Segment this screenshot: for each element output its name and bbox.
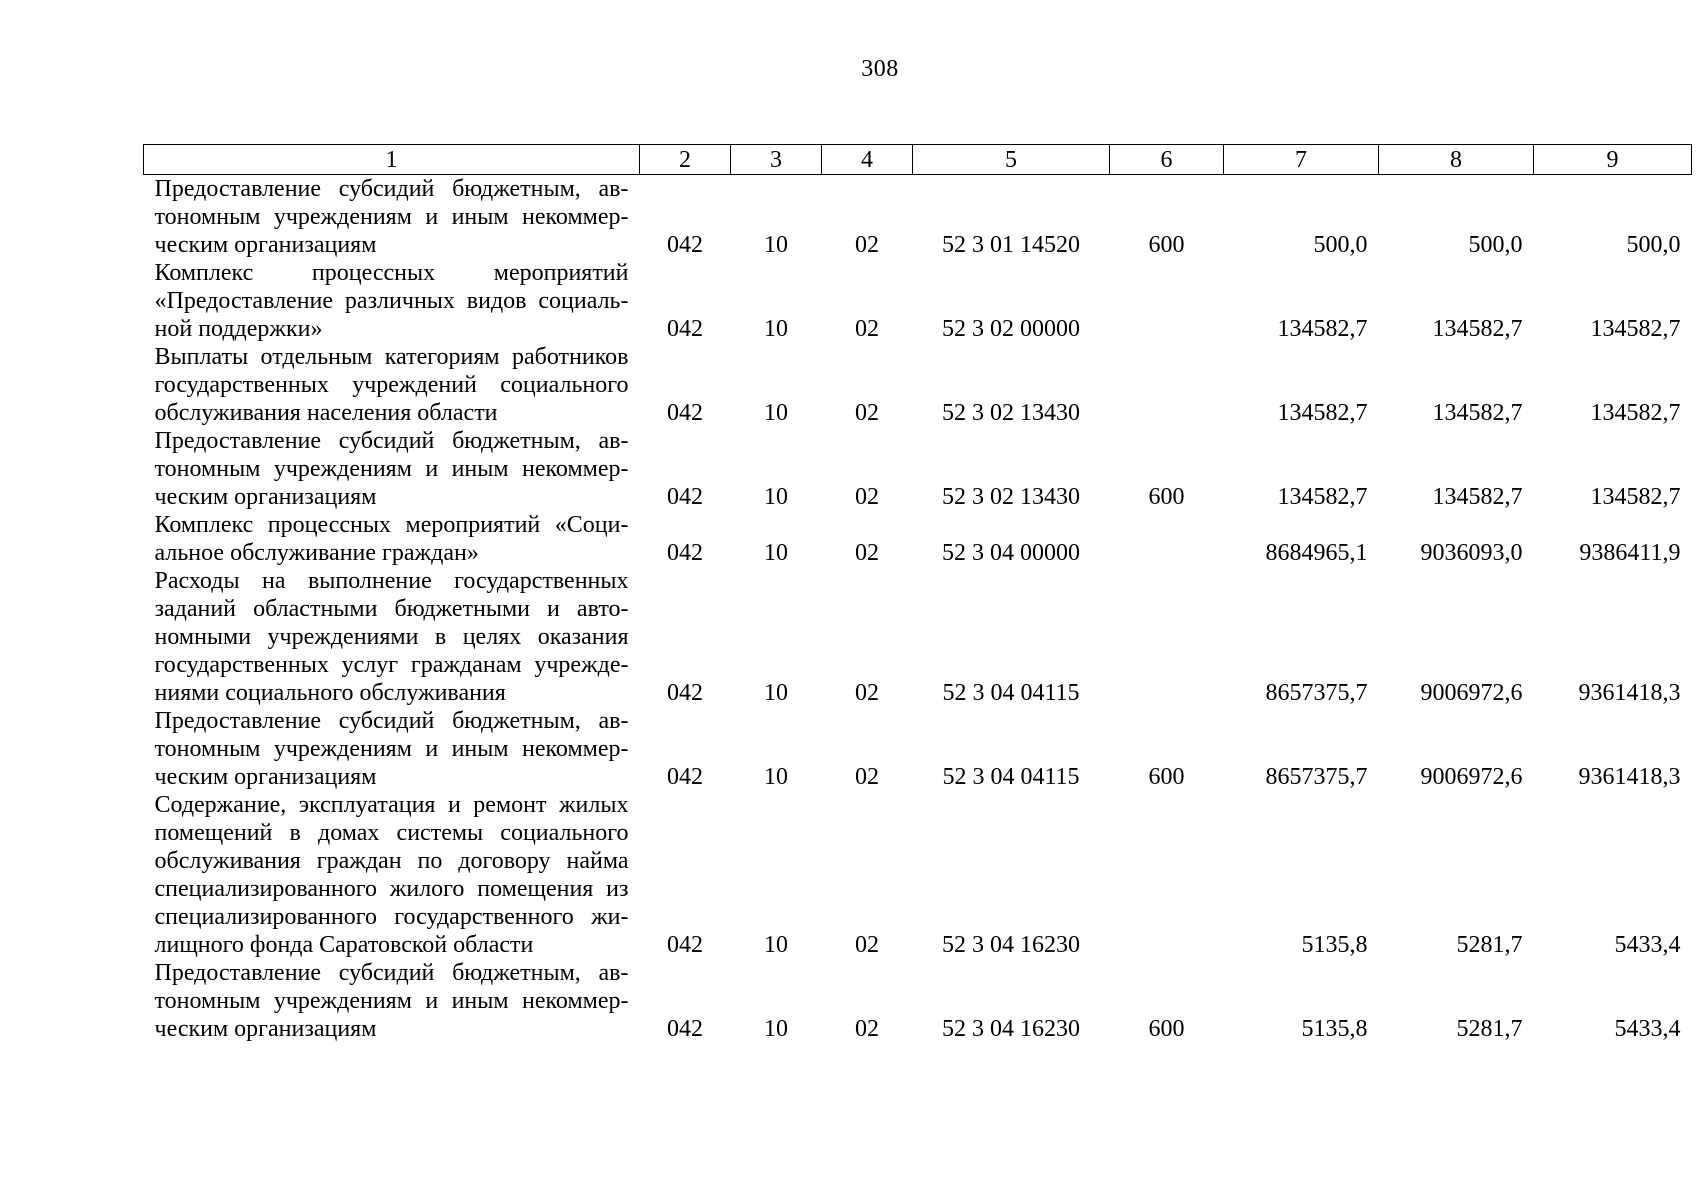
cell-section: 10 bbox=[764, 400, 788, 426]
header-col-5: 5 bbox=[913, 145, 1110, 175]
cell-amount-col-7: 8657375,7 bbox=[1265, 680, 1368, 706]
table-row bbox=[144, 959, 1692, 1043]
cell-expense-type bbox=[1110, 567, 1224, 707]
cell-expense-type bbox=[1110, 791, 1224, 959]
cell-ministry-code: 042 bbox=[667, 316, 703, 342]
cell-amount-col-9: 9386411,9 bbox=[1579, 540, 1681, 566]
cell-subsection: 02 bbox=[855, 540, 879, 566]
cell-section: 10 bbox=[764, 484, 788, 510]
cell-section: 10 bbox=[764, 932, 788, 958]
cell-subsection: 02 bbox=[855, 764, 879, 790]
cell-amount-col-7: 5135,8 bbox=[1301, 1016, 1368, 1042]
cell-subsection: 02 bbox=[855, 932, 879, 958]
cell-expense-type: 600 bbox=[1148, 764, 1185, 790]
cell-amount-col-8: 9006972,6 bbox=[1420, 680, 1523, 706]
cell-expense-type bbox=[1110, 343, 1224, 427]
header-col-4: 4 bbox=[822, 145, 913, 175]
cell-ministry-code: 042 bbox=[667, 932, 703, 958]
table-row bbox=[144, 511, 1692, 567]
cell-ministry-code: 042 bbox=[667, 484, 703, 510]
cell-amount-col-7: 134582,7 bbox=[1277, 484, 1368, 510]
row-description: Предоставление субсидий бюджетным, автономным учреждениям и иным некоммерческим организациям bbox=[154, 960, 629, 1042]
cell-ministry-code: 042 bbox=[667, 540, 703, 566]
cell-section: 10 bbox=[764, 540, 788, 566]
cell-target-article: 52 3 02 13430 bbox=[942, 400, 1080, 426]
cell-target-article: 52 3 02 13430 bbox=[942, 484, 1080, 510]
cell-ministry-code: 042 bbox=[667, 764, 703, 790]
header-col-3: 3 bbox=[731, 145, 822, 175]
cell-target-article: 52 3 04 16230 bbox=[942, 1016, 1080, 1042]
cell-amount-col-9: 134582,7 bbox=[1590, 484, 1681, 510]
row-description: Комплекс процессных мероприятий «Социальное обслуживание граждан» bbox=[154, 512, 629, 566]
cell-target-article: 52 3 04 04115 bbox=[942, 680, 1080, 706]
cell-expense-type: 600 bbox=[1148, 1016, 1185, 1042]
cell-amount-col-7: 134582,7 bbox=[1277, 400, 1368, 426]
header-col-8: 8 bbox=[1379, 145, 1534, 175]
cell-amount-col-8: 5281,7 bbox=[1456, 932, 1523, 958]
cell-amount-col-8: 9036093,0 bbox=[1420, 540, 1523, 566]
cell-amount-col-8: 9006972,6 bbox=[1420, 764, 1523, 790]
row-description: Предоставление субсидий бюджетным, автономным учреждениям и иным некоммерческим организациям bbox=[154, 428, 629, 510]
cell-amount-col-9: 9361418,3 bbox=[1578, 680, 1681, 706]
cell-amount-col-9: 5433,4 bbox=[1614, 1016, 1681, 1042]
cell-subsection: 02 bbox=[855, 232, 879, 258]
cell-target-article: 52 3 04 04115 bbox=[942, 764, 1080, 790]
table-row bbox=[144, 791, 1692, 959]
cell-amount-col-8: 500,0 bbox=[1468, 232, 1523, 258]
cell-amount-col-7: 500,0 bbox=[1313, 232, 1368, 258]
cell-ministry-code: 042 bbox=[667, 232, 703, 258]
row-description: Расходы на выполнение государственных заданий областными бюджетными и автономными учреждениями в целях оказания государственных услуг гражданам учреждениями социального обслуживания bbox=[154, 568, 629, 706]
cell-section: 10 bbox=[764, 764, 788, 790]
cell-ministry-code: 042 bbox=[667, 680, 703, 706]
cell-amount-col-7: 8657375,7 bbox=[1265, 764, 1368, 790]
row-description: Выплаты отдельным категориям работников государственных учреждений социального обслуживания населения области bbox=[154, 344, 629, 426]
cell-expense-type: 600 bbox=[1148, 484, 1185, 510]
cell-amount-col-9: 9361418,3 bbox=[1578, 764, 1681, 790]
cell-amount-col-7: 5135,8 bbox=[1301, 932, 1368, 958]
cell-subsection: 02 bbox=[855, 1016, 879, 1042]
table-row bbox=[144, 259, 1692, 343]
cell-section: 10 bbox=[764, 232, 788, 258]
cell-subsection: 02 bbox=[855, 680, 879, 706]
cell-target-article: 52 3 04 00000 bbox=[942, 540, 1080, 566]
header-col-6: 6 bbox=[1110, 145, 1224, 175]
cell-target-article: 52 3 04 16230 bbox=[942, 932, 1080, 958]
table-row bbox=[144, 707, 1692, 791]
cell-ministry-code: 042 bbox=[667, 1016, 703, 1042]
cell-section: 10 bbox=[764, 1016, 788, 1042]
header-col-7: 7 bbox=[1224, 145, 1379, 175]
cell-expense-type bbox=[1110, 259, 1224, 343]
table-header bbox=[144, 145, 1692, 175]
header-row bbox=[144, 145, 1692, 175]
header-col-1: 1 bbox=[144, 145, 640, 175]
table-row bbox=[144, 343, 1692, 427]
cell-amount-col-8: 134582,7 bbox=[1432, 316, 1523, 342]
cell-amount-col-9: 5433,4 bbox=[1614, 932, 1681, 958]
table-body bbox=[144, 175, 1692, 1044]
cell-subsection: 02 bbox=[855, 484, 879, 510]
cell-subsection: 02 bbox=[855, 400, 879, 426]
cell-amount-col-9: 500,0 bbox=[1626, 232, 1681, 258]
cell-amount-col-8: 5281,7 bbox=[1456, 1016, 1523, 1042]
page-number: 308 bbox=[861, 56, 899, 82]
table-row bbox=[144, 567, 1692, 707]
row-description: Предоставление субсидий бюджетным, автономным учреждениям и иным некоммерческим организациям bbox=[154, 708, 629, 790]
table-row bbox=[144, 175, 1692, 260]
header-col-9: 9 bbox=[1534, 145, 1692, 175]
cell-section: 10 bbox=[764, 316, 788, 342]
cell-amount-col-9: 134582,7 bbox=[1590, 316, 1681, 342]
cell-target-article: 52 3 02 00000 bbox=[942, 316, 1080, 342]
cell-expense-type bbox=[1110, 511, 1224, 567]
budget-table bbox=[143, 144, 1692, 1043]
row-description: Предоставление субсидий бюджетным, автономным учреждениям и иным некоммерческим организациям bbox=[154, 176, 629, 258]
row-description: Комплекс процессных мероприятий «Предоставление различных видов социальной поддержки» bbox=[154, 260, 629, 342]
cell-amount-col-9: 134582,7 bbox=[1590, 400, 1681, 426]
header-col-2: 2 bbox=[640, 145, 731, 175]
cell-expense-type: 600 bbox=[1148, 232, 1185, 258]
row-description: Содержание, эксплуатация и ремонт жилых помещений в домах системы социального обслуживания граждан по договору найма специализированного жилого помещения из специализированного государственного жилищного фонда Саратовской области bbox=[154, 792, 629, 958]
cell-section: 10 bbox=[764, 680, 788, 706]
cell-amount-col-8: 134582,7 bbox=[1432, 400, 1523, 426]
cell-target-article: 52 3 01 14520 bbox=[942, 232, 1080, 258]
table-row bbox=[144, 427, 1692, 511]
cell-amount-col-8: 134582,7 bbox=[1432, 484, 1523, 510]
cell-amount-col-7: 134582,7 bbox=[1277, 316, 1368, 342]
cell-ministry-code: 042 bbox=[667, 400, 703, 426]
cell-subsection: 02 bbox=[855, 316, 879, 342]
cell-amount-col-7: 8684965,1 bbox=[1265, 540, 1368, 566]
